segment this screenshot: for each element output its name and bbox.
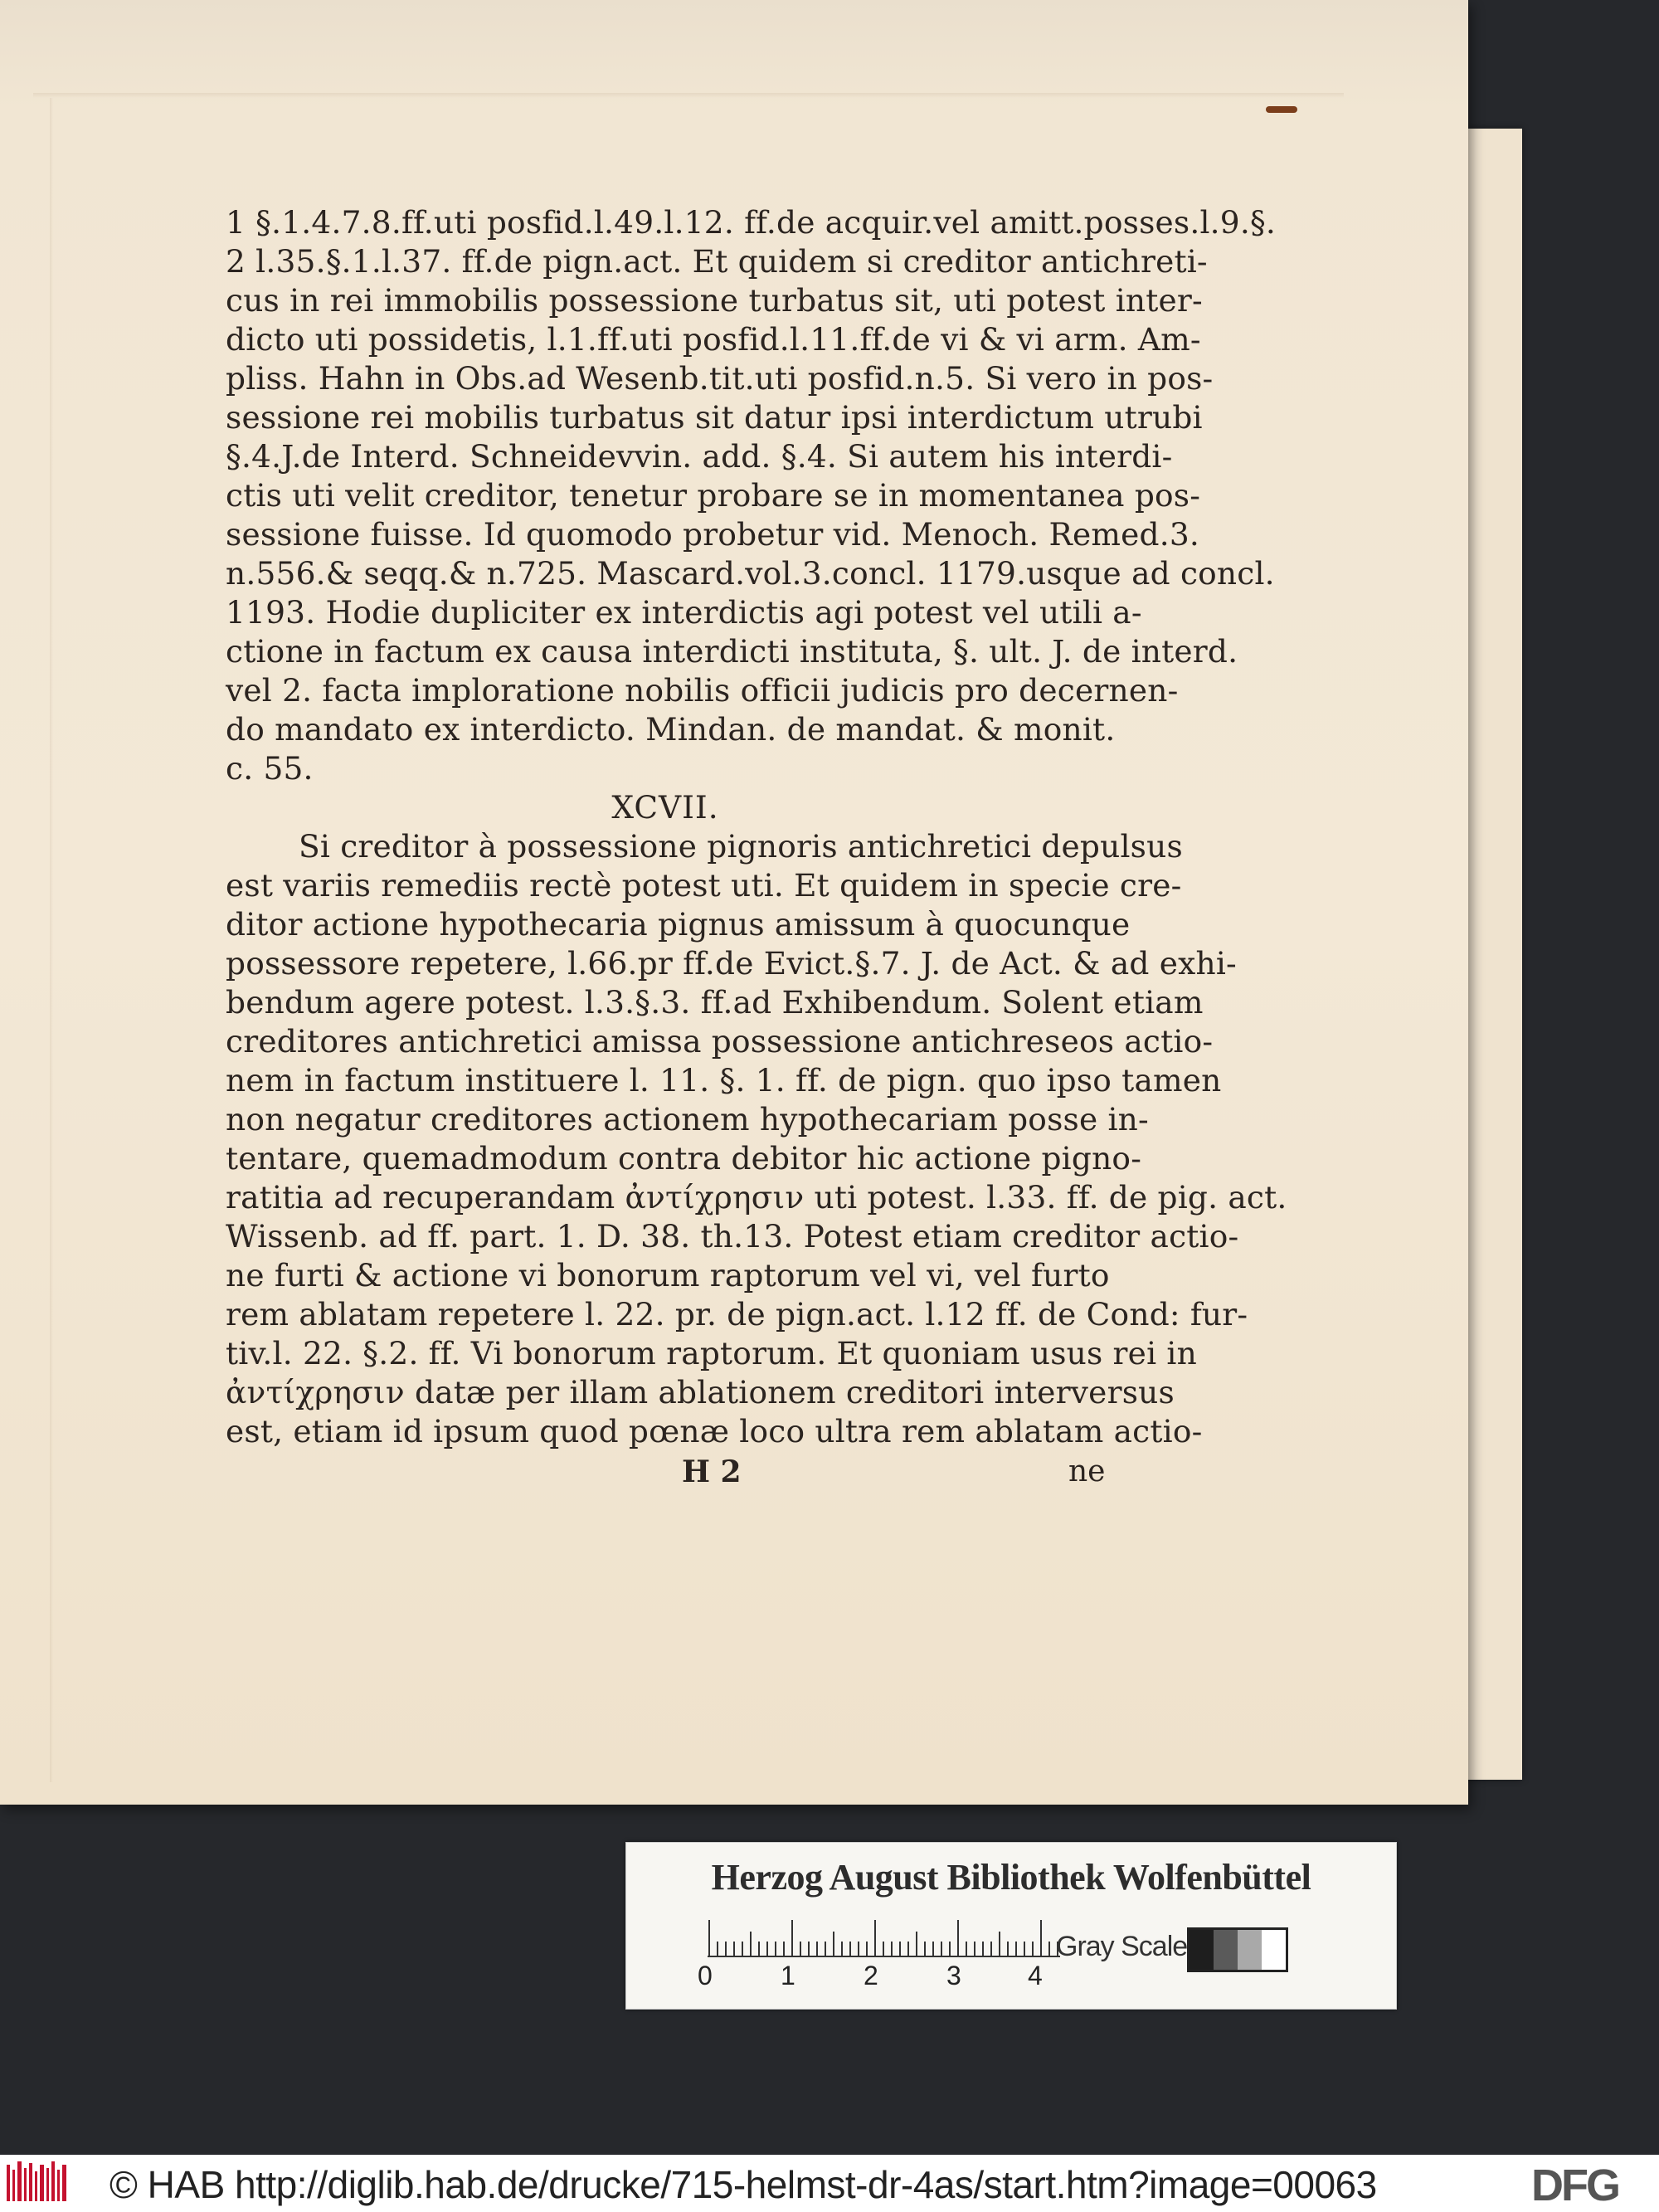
ruler-number: 4	[1028, 1961, 1043, 1990]
text-line: rem ablatam repetere l. 22. pr. de pign.act. l.12 ff. de Cond: fur-	[226, 1296, 1248, 1333]
text-line: nem in factum instituere l. 11. §. 1. ff. de pign. quo ipso tamen	[226, 1062, 1222, 1099]
text-line: pliss. Hahn in Obs.ad Wesenb.tit.uti posfid.n.5. Si vero in pos-	[226, 360, 1214, 397]
text-line: c. 55.	[226, 750, 314, 787]
text-line: cus in rei immobilis possessione turbatus sit, uti potest inter-	[226, 282, 1203, 319]
section-heading: XCVII.	[611, 789, 719, 826]
text-line: ctis uti velit creditor, tenetur probare se in momentanea pos-	[226, 477, 1201, 514]
ruler-number: 0	[698, 1961, 713, 1990]
paragraph-xcvii	[226, 827, 1287, 1451]
ruler-numbers	[698, 1961, 1079, 1994]
dfg-logo: DFG	[1531, 2161, 1618, 2210]
gray-swatch	[1214, 1930, 1238, 1970]
paper-stain	[1266, 106, 1297, 113]
text-line: do mandato ex interdicto. Mindan. de mandat. & monit.	[226, 711, 1116, 748]
gray-swatch	[1262, 1930, 1286, 1970]
text-line: 2 l.35.§.1.l.37. ff.de pign.act. Et quidem si creditor antichreti-	[226, 243, 1208, 280]
library-name: Herzog August Bibliothek Wolfenbüttel	[711, 1857, 1311, 1898]
text-line: vel 2. facta imploratione nobilis officii judicis pro decernen-	[226, 672, 1179, 709]
page-footer-line	[226, 1451, 1138, 1493]
text-line: tiv.l. 22. §.2. ff. Vi bonorum raptorum. Et quoniam usus rei in	[226, 1335, 1197, 1372]
paragraph-continuation	[226, 203, 1277, 788]
scale-ruler	[708, 1919, 1060, 1957]
text-line: n.556.& seqq.& n.725. Mascard.vol.3.concl. 1179.usque ad concl.	[226, 555, 1275, 592]
text-line: non negatur creditores actionem hypothecariam posse in-	[226, 1101, 1149, 1138]
ruler-number: 2	[864, 1961, 878, 1990]
text-line: bendum agere potest. l.3.§.3. ff.ad Exhibendum. Solent etiam	[226, 984, 1204, 1021]
signature-mark: H 2	[682, 1454, 742, 1489]
text-line: ἀντίχρησιν datæ per illam ablationem creditori interversus	[226, 1374, 1175, 1411]
text-line: ratitia ad recuperandam ἀντίχρησιν uti potest. l.33. ff. de pig. act.	[226, 1179, 1287, 1216]
text-line: 1 §.1.4.7.8.ff.uti posfid.l.49.l.12. ff.de acquir.vel amitt.posses.l.9.§.	[226, 204, 1277, 241]
text-line: sessione fuisse. Id quomodo probetur vid. Menoch. Remed.3.	[226, 516, 1200, 553]
gray-scale-label: Gray Scale	[1056, 1931, 1188, 1962]
text-line: Wissenb. ad ff. part. 1. D. 38. th.13. Potest etiam creditor actio-	[226, 1218, 1239, 1255]
gray-swatch	[1190, 1930, 1214, 1970]
text-line: est, etiam id ipsum quod pœnæ loco ultra rem ablatam actio-	[226, 1413, 1203, 1449]
text-line: est variis remediis rectè potest uti. Et quidem in specie cre-	[226, 867, 1182, 904]
fold-crease	[33, 93, 1344, 98]
text-line: ne furti & actione vi bonorum raptorum vel vi, vel furto	[226, 1257, 1110, 1294]
text-line: possessore repetere, l.66.pr ff.de Evict.§.7. J. de Act. & ad exhi-	[226, 945, 1237, 982]
gray-swatch	[1238, 1930, 1262, 1970]
page-text	[226, 203, 1287, 1493]
footer-copyright-url: © HAB http://diglib.hab.de/drucke/715-helmst-dr-4as/start.htm?image=00063	[109, 2163, 1377, 2206]
text-line: creditores antichretici amissa possessione antichreseos actio-	[226, 1023, 1214, 1060]
ruler-number: 1	[781, 1961, 795, 1990]
text-line: ditor actione hypothecaria pignus amissum à quocunque	[226, 906, 1131, 943]
text-line: Si creditor à possessione pignoris antichretici depulsus	[299, 828, 1183, 865]
library-color-card	[625, 1842, 1397, 2010]
text-line: dicto uti possidetis, l.1.ff.uti posfid.l.11.ff.de vi & vi arm. Am-	[226, 321, 1201, 358]
gray-scale-swatch	[1187, 1927, 1288, 1972]
text-line: ctione in factum ex causa interdicti instituta, §. ult. J. de interd.	[226, 633, 1238, 670]
text-line: §.4.J.de Interd. Schneidevvin. add. §.4. Si autem his interdi-	[226, 438, 1173, 475]
text-line: 1193. Hodie dupliciter ex interdictis agi potest vel utili a-	[226, 594, 1142, 631]
ruler-number: 3	[946, 1961, 961, 1990]
text-line: tentare, quemadmodum contra debitor hic actione pigno-	[226, 1140, 1142, 1177]
footer-bar	[0, 2155, 1659, 2212]
text-line: sessione rei mobilis turbatus sit datur ipsi interdictum utrubi	[226, 399, 1203, 436]
catchword: ne	[1068, 1454, 1106, 1488]
hab-barcode-logo-icon	[5, 2158, 71, 2208]
left-margin-shadow	[50, 98, 53, 1782]
